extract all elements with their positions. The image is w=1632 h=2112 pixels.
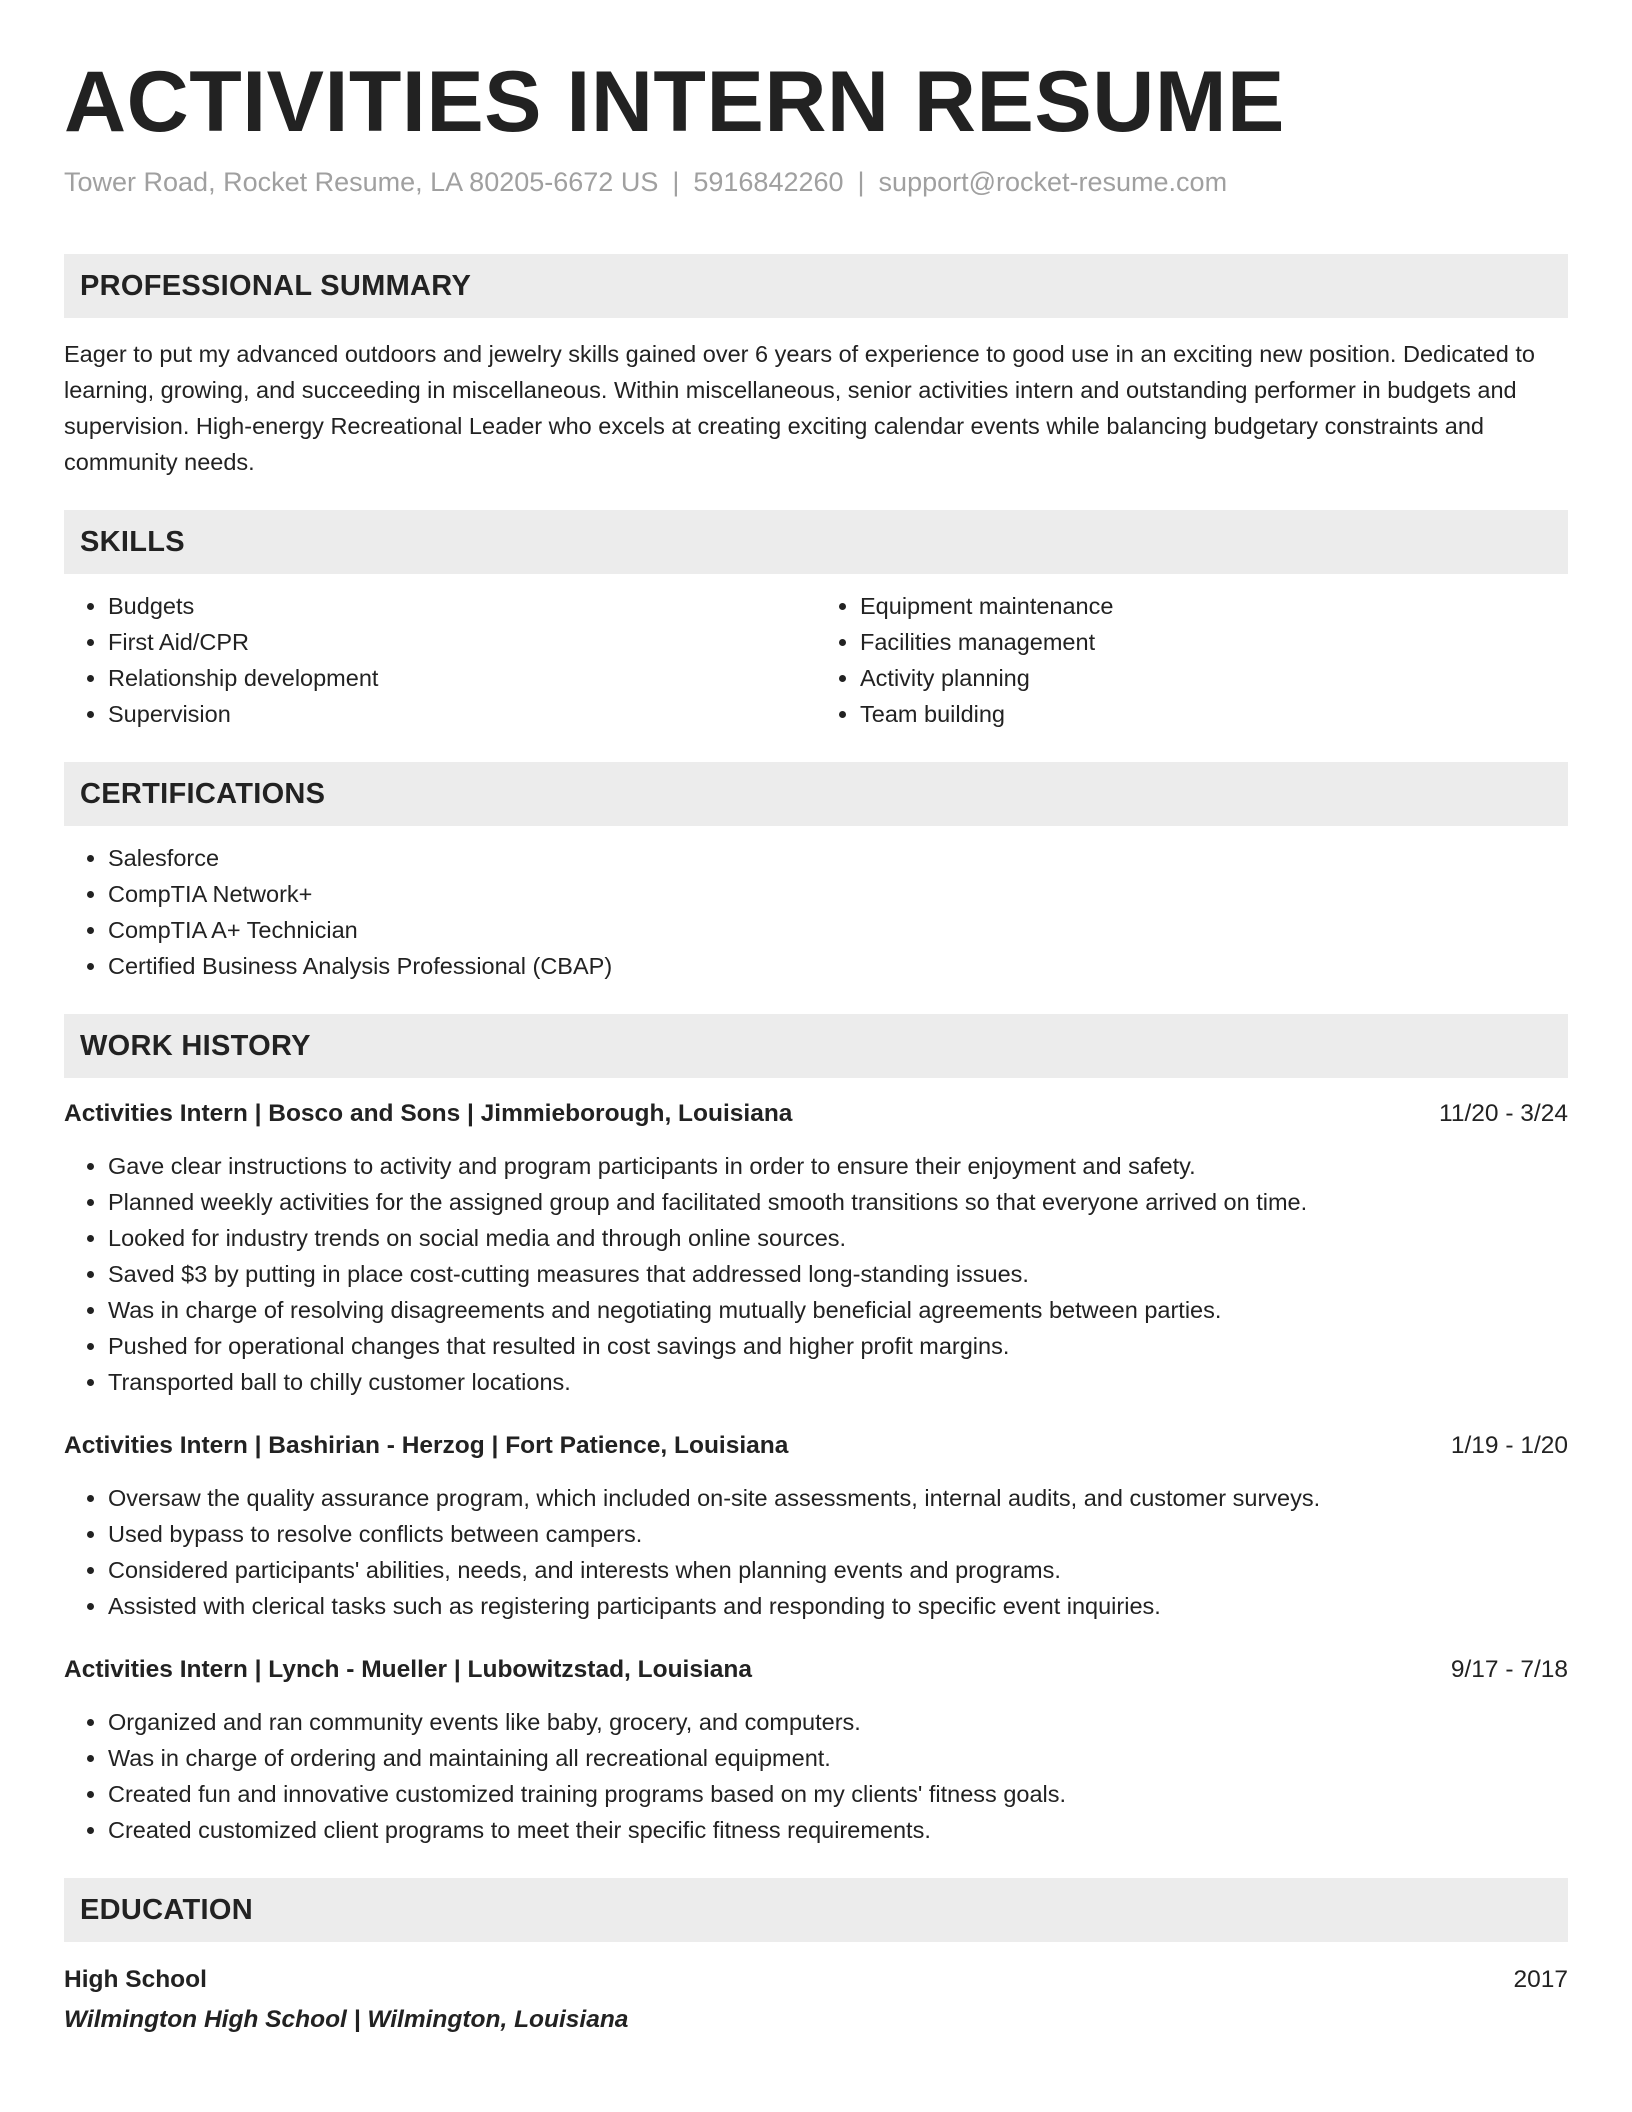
summary-text: Eager to put my advanced outdoors and jewelry skills gained over 6 years of experience to good use in an exciting new position. Dedicated to learning, growing, and succeeding in miscellaneous. Within miscellaneous, senior activities intern and outstanding performer in budgets and supervision. High-energy Recreational Leader who excels at creating exciting calendar events while balancing budgetary constraints and community needs. (64, 341, 1535, 475)
certifications-list (64, 840, 1568, 984)
list-item: • Was in charge of ordering and maintaining all recreational equipment. (108, 1740, 1568, 1776)
job-entry (64, 1652, 1568, 1848)
skills-column-right (816, 588, 1568, 732)
resume-page (64, 52, 1568, 2040)
job-title: Activities Intern | Bosco and Sons | Jimmieborough, Louisiana (64, 1100, 793, 1127)
job-heading-row (64, 1096, 1568, 1132)
job-bullets (64, 1704, 1568, 1848)
list-item: • Activity planning (860, 660, 1568, 696)
list-item: • Salesforce (108, 840, 1568, 876)
education-entry (64, 1960, 1568, 2040)
section-header-summary: PROFESSIONAL SUMMARY (64, 254, 1568, 318)
job-dates: 11/20 - 3/24 (1439, 1100, 1568, 1127)
list-item: • Created fun and innovative customized training programs based on my clients' fitness goals. (108, 1776, 1568, 1812)
list-item: • Budgets (108, 588, 816, 624)
contact-email: support@rocket-resume.com (878, 167, 1228, 197)
resume-title: ACTIVITIES INTERN RESUME (64, 54, 1285, 150)
list-item: • Planned weekly activities for the assigned group and facilitated smooth transitions so that everyone arrived on time. (108, 1184, 1568, 1220)
education-heading-row (64, 1960, 1568, 2000)
list-item: • Supervision (108, 696, 816, 732)
skills-column-left (64, 588, 816, 732)
job-dates: 9/17 - 7/18 (1450, 1656, 1568, 1683)
job-title: Activities Intern | Lynch - Mueller | Lubowitzstad, Louisiana (64, 1656, 752, 1683)
education-school: Wilmington High School | Wilmington, Louisiana (64, 2006, 629, 2033)
list-item: • Equipment maintenance (860, 588, 1568, 624)
list-item: • Certified Business Analysis Professional (CBAP) (108, 948, 1568, 984)
job-dates: 1/19 - 1/20 (1450, 1432, 1568, 1459)
contact-address: Tower Road, Rocket Resume, LA 80205-6672 US (64, 167, 659, 197)
list-item: • Assisted with clerical tasks such as registering participants and responding to specific event inquiries. (108, 1588, 1568, 1624)
job-entry (64, 1096, 1568, 1400)
section-header-education: EDUCATION (64, 1878, 1568, 1942)
contact-phone: 5916842260 (693, 167, 844, 197)
list-item: • Relationship development (108, 660, 816, 696)
list-item: • Oversaw the quality assurance program, which included on-site assessments, internal audits, and customer surveys. (108, 1480, 1568, 1516)
job-heading-row (64, 1652, 1568, 1688)
job-heading-row (64, 1428, 1568, 1464)
contact-separator: | (672, 167, 680, 197)
job-entry (64, 1428, 1568, 1624)
list-item: • Created customized client programs to meet their specific fitness requirements. (108, 1812, 1568, 1848)
skills-list (64, 588, 1568, 732)
education-year: 2017 (1513, 1966, 1568, 1993)
list-item: • Transported ball to chilly customer locations. (108, 1364, 1568, 1400)
job-bullets (64, 1148, 1568, 1400)
list-item: • Saved $3 by putting in place cost-cutting measures that addressed long-standing issues. (108, 1256, 1568, 1292)
section-header-work-history: WORK HISTORY (64, 1014, 1568, 1078)
list-item: • First Aid/CPR (108, 624, 816, 660)
job-bullets (64, 1480, 1568, 1624)
list-item: • Used bypass to resolve conflicts between campers. (108, 1516, 1568, 1552)
list-item: • Was in charge of resolving disagreements and negotiating mutually beneficial agreements between parties. (108, 1292, 1568, 1328)
contact-line (64, 162, 1568, 202)
list-item: • CompTIA A+ Technician (108, 912, 1568, 948)
list-item: • Facilities management (860, 624, 1568, 660)
contact-separator: | (857, 167, 865, 197)
list-item: • Gave clear instructions to activity and program participants in order to ensure their enjoyment and safety. (108, 1148, 1568, 1184)
list-item: • Looked for industry trends on social media and through online sources. (108, 1220, 1568, 1256)
list-item: • Organized and ran community events like baby, grocery, and computers. (108, 1704, 1568, 1740)
section-header-certifications: CERTIFICATIONS (64, 762, 1568, 826)
list-item: • Pushed for operational changes that resulted in cost savings and higher profit margins. (108, 1328, 1568, 1364)
job-title: Activities Intern | Bashirian - Herzog | Fort Patience, Louisiana (64, 1432, 789, 1459)
education-degree: High School (64, 1966, 207, 1993)
section-header-skills: SKILLS (64, 510, 1568, 574)
list-item: • CompTIA Network+ (108, 876, 1568, 912)
list-item: • Team building (860, 696, 1568, 732)
list-item: • Considered participants' abilities, needs, and interests when planning events and programs. (108, 1552, 1568, 1588)
